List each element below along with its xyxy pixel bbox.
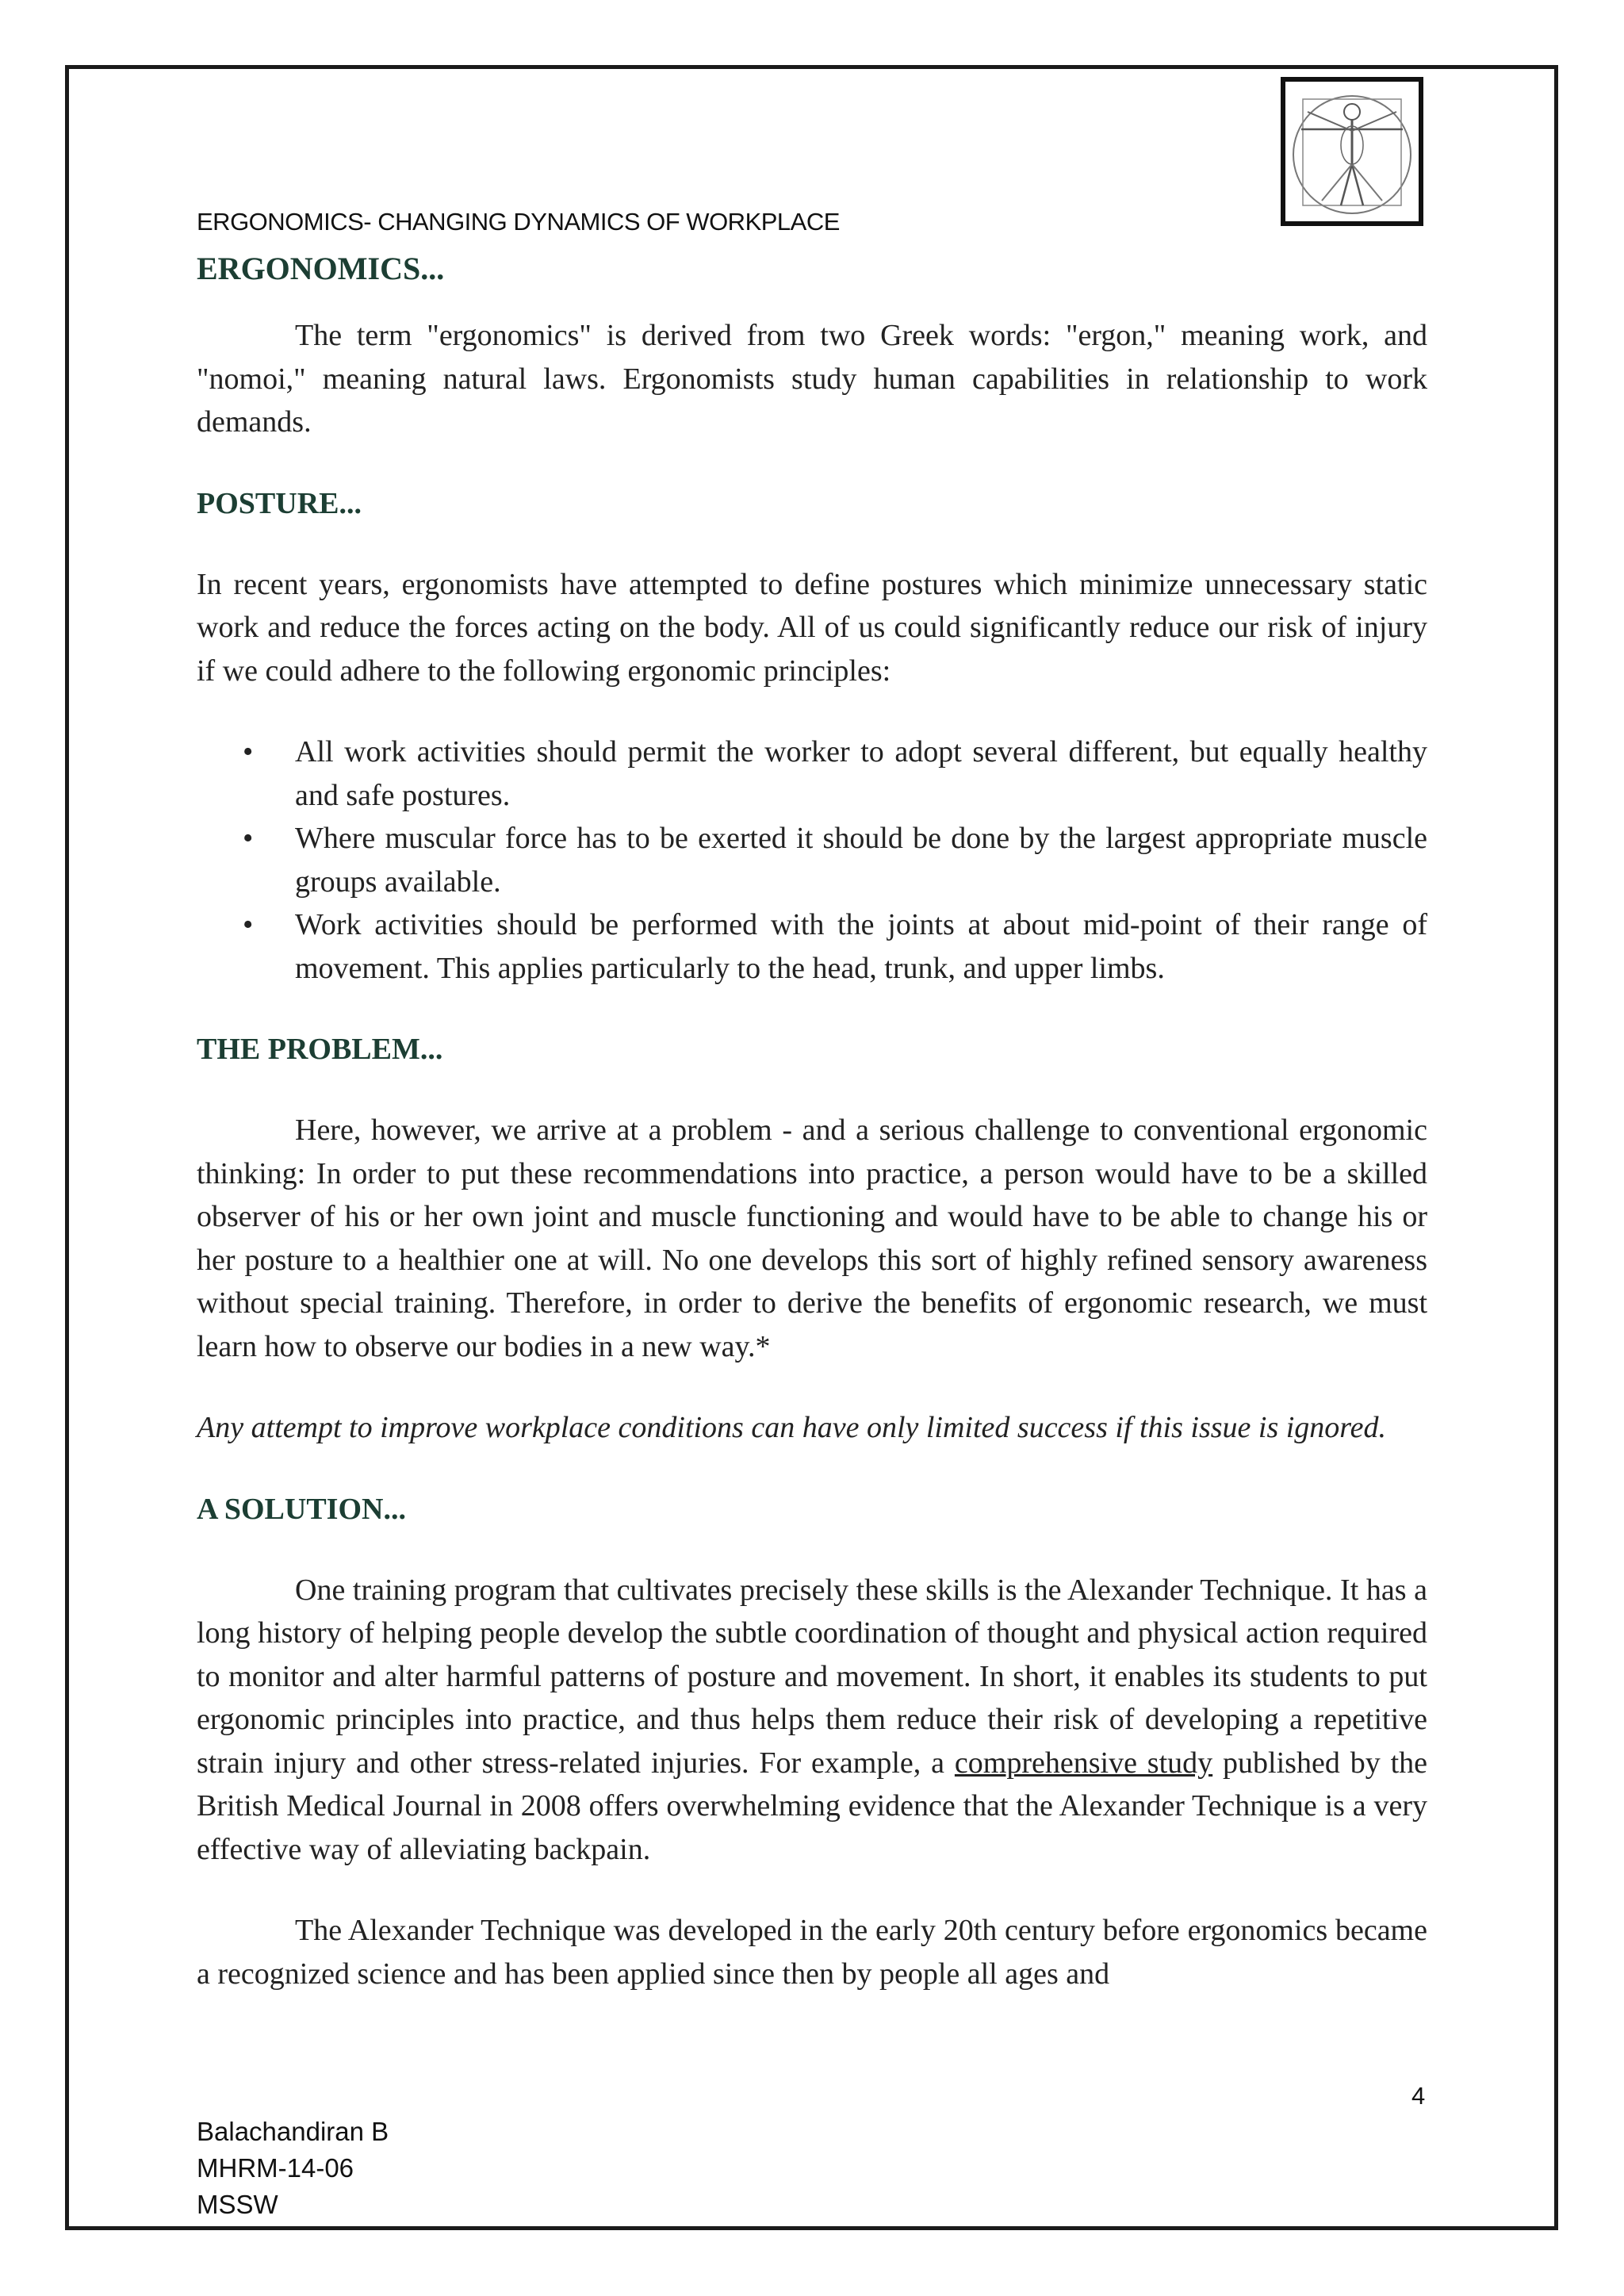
paragraph-solution (197, 1569, 1427, 1872)
footer-roll-number: MHRM-14-06 (197, 2153, 354, 2183)
page-number: 4 (1411, 2082, 1426, 2110)
paragraph-posture-intro: In recent years, ergonomists have attempted to define postures which minimize unnecessary static work and reduce the forces acting on the body. All of us could significantly reduce our risk of injury if we could adhere to the following ergonomic principles: (197, 567, 1427, 688)
footer (197, 2114, 389, 2223)
paragraph-problem: Here, however, we arrive at a problem - and a serious challenge to conventional ergonomic thinking: In order to put these recommendations into practice, a person would have to be a skilled observer of his or her own joint and muscle functioning and would have to be able to change his or her posture to a healthier one at will. No one develops this sort of highly refined sensory awareness without special training. Therefore, in order to derive the benefits of ergonomic research, we must learn how to observe our bodies in a new way.* (197, 1114, 1427, 1363)
heading-posture: POSTURE... (197, 486, 362, 520)
footer-author-name: Balachandiran B (197, 2117, 389, 2146)
ergonomic-principles-list (197, 730, 1427, 990)
comprehensive-study-link[interactable]: comprehensive study (954, 1746, 1213, 1780)
footer-institution: MSSW (197, 2190, 278, 2219)
paragraph-problem-note: Any attempt to improve workplace conditions can have only limited success if this issue is ignored. (197, 1411, 1387, 1444)
heading-ergonomics: ERGONOMICS... (197, 251, 445, 286)
solution-text-before-link: One training program that cultivates precisely these skills is the Alexander Technique. It has a long history of helping people develop the subtle coordination of thought and physical action required to monitor and alter harmful patterns of posture and movement. In short, it enables its students to put ergonomic principles into practice, and thus helps them reduce their risk of developing a repetitive strain injury and other stress-related injuries. For example, a (197, 1573, 1427, 1780)
vitruvian-man-icon (1281, 77, 1423, 226)
document-body (197, 247, 1427, 1995)
list-item: • All work activities should permit the worker to adopt several different, but equally healthy and safe postures. (295, 730, 1427, 817)
vitruvian-man-drawing (1285, 82, 1419, 221)
heading-problem: THE PROBLEM... (197, 1033, 443, 1066)
paragraph-alexander-history: The Alexander Technique was developed in the early 20th century before ergonomics became a recognized science and has been applied since then by people all ages and (197, 1914, 1427, 1991)
running-header: ERGONOMICS- CHANGING DYNAMICS OF WORKPLACE (197, 208, 840, 236)
solution-text-after-link: published by the British Medical Journal in 2008 offers overwhelming evidence that the Alexander Technique is a very effective way of alleviating backpain. (197, 1746, 1428, 1866)
heading-solution: A SOLUTION... (197, 1492, 406, 1526)
paragraph-ergonomics-definition: The term "ergonomics" is derived from two Greek words: "ergon," meaning work, and "nomoi," meaning natural laws. Ergonomists study human capabilities in relationship to work demands. (197, 319, 1427, 439)
list-item: • Where muscular force has to be exerted it should be done by the largest appropriate muscle groups available. (295, 817, 1427, 903)
list-item: • Work activities should be performed with the joints at about mid-point of their range of movement. This applies particularly to the head, trunk, and upper limbs. (295, 903, 1427, 990)
